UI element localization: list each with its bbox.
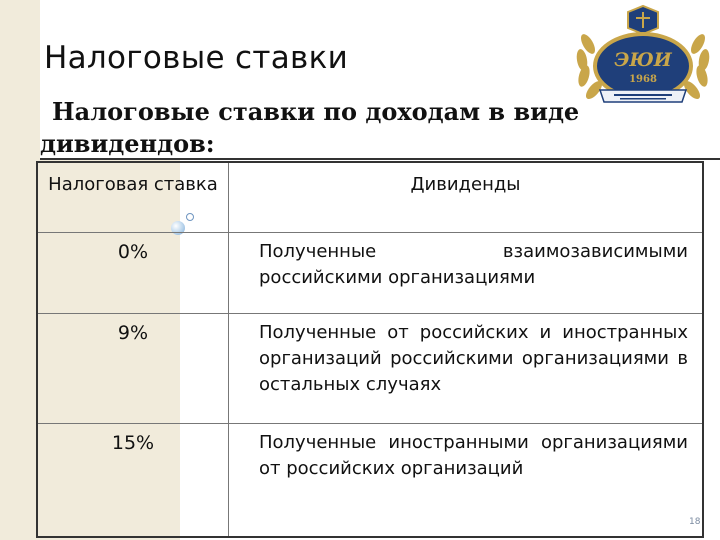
table-row [37,233,703,314]
logo-year: 1968 [629,74,657,85]
header-dividends-label: Дивиденды [410,174,521,195]
header-dividends [229,162,704,233]
description-cell: Полученные иностранными организациями от российских организаций [229,424,704,538]
table-row [37,424,703,538]
slide-title: Налоговые ставки [44,40,349,76]
logo-letters: ЭЮИ [614,49,672,71]
table-header-row [37,162,703,233]
header-rate-label: Налоговая ставка [48,174,218,195]
page-number: 18 [689,517,701,527]
emblem-logo-icon [570,4,716,116]
subtitle-line-2: дивидендов: [40,129,215,158]
rate-cell: 0% [37,233,229,314]
subtitle-line-1: Налоговые ставки по доходам в виде [52,97,580,126]
table-row [37,314,703,424]
rate-cell: 9% [37,314,229,424]
header-rate [37,162,229,233]
slide-subtitle [40,96,604,160]
rate-cell: 15% [37,424,229,538]
description-cell: Полученные взаимозависимыми российскими организациями [229,233,704,314]
tax-rates-table [36,161,704,538]
title-divider [40,158,720,160]
description-cell: Полученные от российских и иностранных организаций российскими организациями в остальных случаях [229,314,704,424]
